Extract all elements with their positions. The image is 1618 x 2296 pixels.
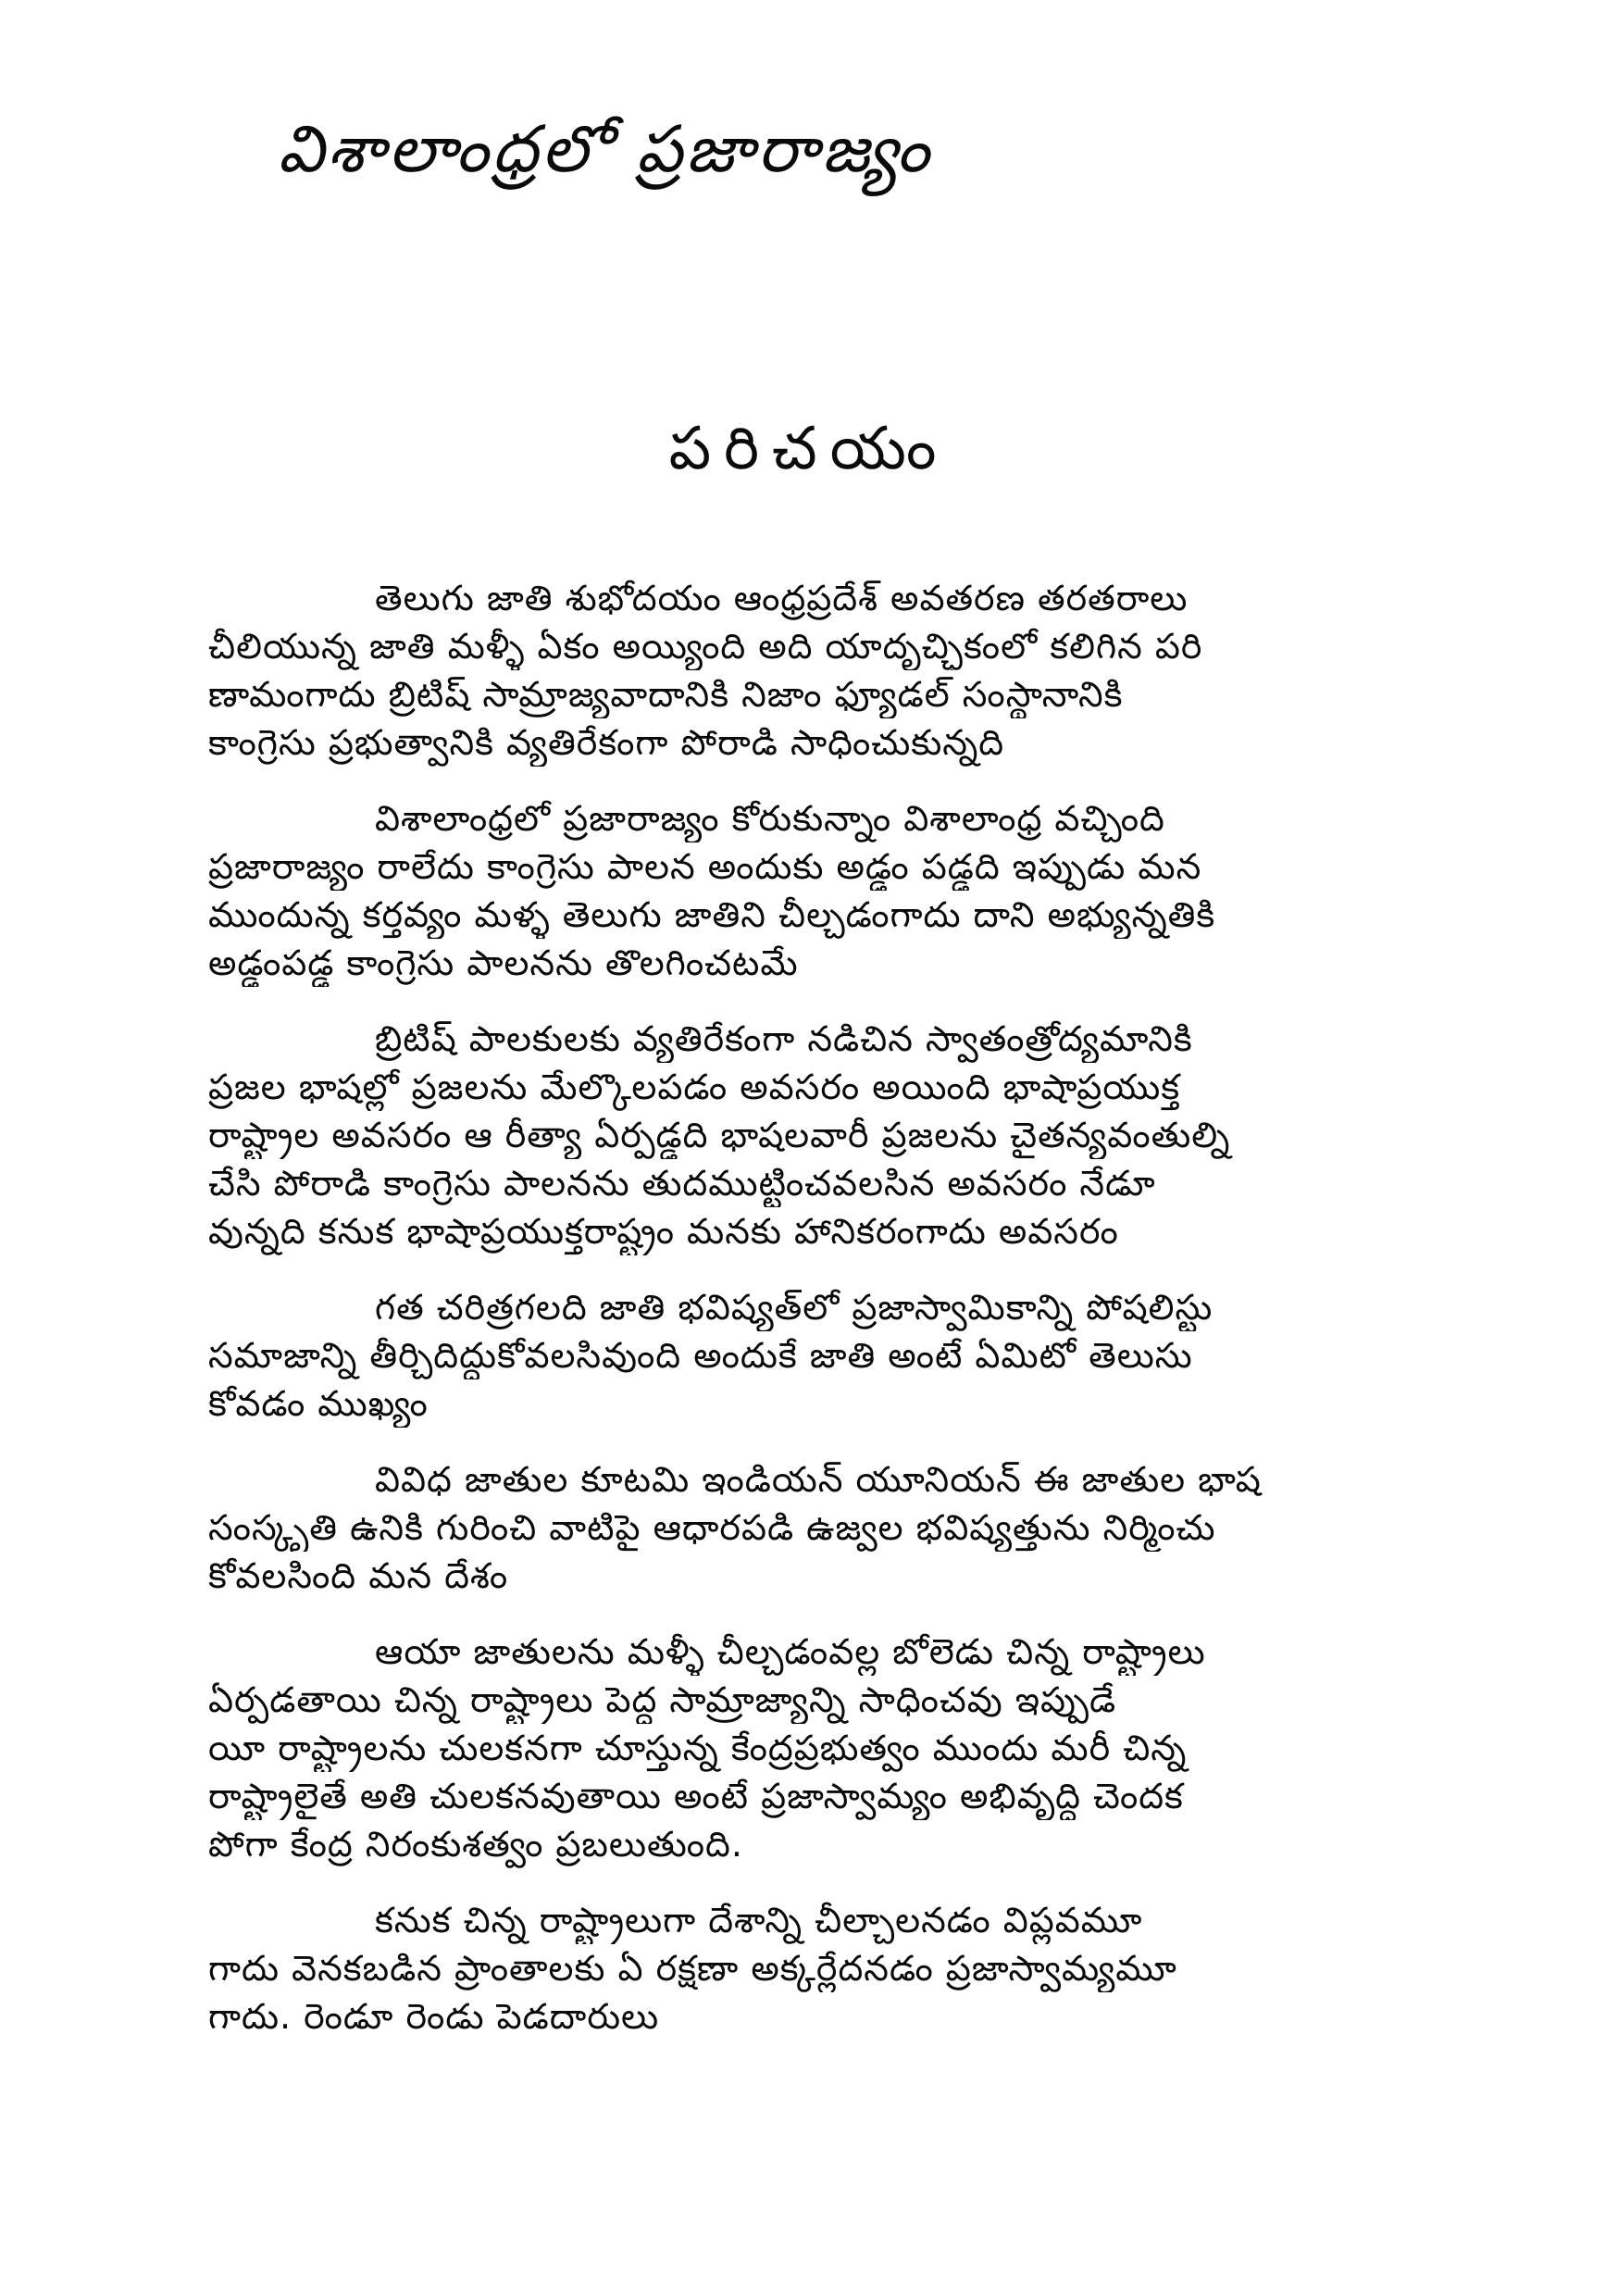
text-line: గాదు వెనకబడిన ప్రాంతాలకు ఏ రక్షణా అక్కర్లేదనడం ప్రజాస్వామ్యమూ (208, 1948, 1177, 1989)
text-line: కోవడం ముఖ్యం (208, 1383, 429, 1424)
text-line: కాంగ్రెసు ప్రభుత్వానికి వ్యతిరేకంగా పోరాడి సాధించుకున్నది (208, 722, 1005, 763)
text-line: రాష్ట్రాల అవసరం ఆ రీత్యా ఏర్పడ్డది భాషలవారీ ప్రజలను చైతన్యవంతుల్ని (208, 1115, 1231, 1155)
text-line: బ్రిటిష్ పాలకులకు వ్యతిరేకంగా నడిచిన స్వాతంత్రోద్యమానికి (375, 1018, 1193, 1059)
text-line: గత చరిత్రగలది జాతి భవిష్యత్‌లో ప్రజాస్వామికాన్ని పోషలిస్టు (375, 1287, 1214, 1328)
text-line: సమాజాన్ని తీర్చిదిద్దుకోవలసివుంది అందుకే జాతి అంటే ఏమిటో తెలుసు (208, 1335, 1193, 1376)
text-line: ఏర్పడతాయి చిన్న రాష్ట్రాలు పెద్ద సామ్రాజ్యాన్ని సాధించవు ఇప్పుడే (208, 1679, 1117, 1720)
text-line: చేసి పోరాడి కాంగ్రెసు పాలనను తుదముట్టించవలసిన అవసరం నేడూ (208, 1163, 1156, 1204)
text-line: ముందున్న కర్తవ్యం మళ్ళ తెలుగు జాతిని చీల్చడంగాదు దాని అభ్యున్నతికి (208, 894, 1216, 935)
paragraph-7 (208, 1896, 1430, 2040)
text-line: ఆయా జాతులను మళ్ళీ చీల్చడంవల్ల బోలెడు చిన్న రాష్ట్రాలు (375, 1631, 1206, 1672)
paragraph-5 (208, 1455, 1430, 1600)
text-line: రాష్ట్రాలైతే అతి చులకనవుతాయి అంటే ప్రజాస్వామ్యం అభివృద్ధి చెందక (208, 1776, 1184, 1816)
text-line: వున్నది కనుక భాషాప్రయుక్తరాష్ట్రం మనకు హానికరంగాదు అవసరం (208, 1211, 1119, 1252)
text-line: ణామంగాదు బ్రిటిష్ సామ్రాజ్యవాదానికి నిజాం ఫ్యూడల్ సంస్థానానికి (208, 674, 1124, 715)
paragraph-1 (208, 574, 1430, 767)
text-line: అడ్డంపడ్డ కాంగ్రెసు పాలనను తొలగించటమే (208, 942, 799, 983)
text-line: ప్రజారాజ్యం రాలేదు కాంగ్రెసు పాలన అందుకు అడ్డం పడ్డది ఇప్పుడు మన (208, 846, 1202, 887)
text-line: కోవలసింది మన దేశం (208, 1555, 509, 1596)
text-line: విశాలాంధ్రలో ప్రజారాజ్యం కోరుకున్నాం విశాలాంధ్ర వచ్చింది (375, 798, 1165, 839)
text-line: తెలుగు జాతి శుభోదయం ఆంధ్రప్రదేశ్ అవతరణ తరతరాలు (375, 578, 1189, 618)
section-heading: పరిచయం (668, 415, 950, 483)
paragraph-6 (208, 1628, 1430, 1868)
paragraph-3 (208, 1015, 1430, 1255)
text-line: చీలియున్న జాతి మళ్ళీ ఏకం అయ్యింది అది యాదృచ్ఛికంలో కలిగిన పరి (208, 626, 1203, 667)
text-line: ప్రజల భాషల్లో ప్రజలను మేల్కొలపడం అవసరం అయింది భాషాప్రయుక్త (208, 1067, 1181, 1107)
text-line: పోగా కేంద్ర నిరంకుశత్వం ప్రబలుతుంది. (208, 1824, 743, 1865)
handwritten-title: విశాలాంధ్రలో ప్రజారాజ్యం (278, 111, 933, 187)
text-line: కనుక చిన్న రాష్ట్రాలుగా దేశాన్ని చీల్చాలనడం విప్లవమూ (375, 1900, 1143, 1940)
paragraph-2 (208, 794, 1430, 987)
text-line: సంస్కృతి ఉనికి గురించి వాటిపై ఆధారపడి ఉజ్వల భవిష్యత్తును నిర్మించు (208, 1507, 1216, 1548)
body-text (208, 574, 1430, 2068)
text-line: యీ రాష్ట్రాలను చులకనగా చూస్తున్న కేంద్రప్రభుత్వం ముందు మరీ చిన్న (208, 1728, 1188, 1768)
paragraph-4 (208, 1283, 1430, 1428)
text-line: వివిధ జాతుల కూటమి ఇండియన్ యూనియన్ ఈ జాతుల భాష (375, 1459, 1262, 1500)
text-line: గాదు. రెండూ రెండు పెడదారులు (208, 1996, 660, 2037)
